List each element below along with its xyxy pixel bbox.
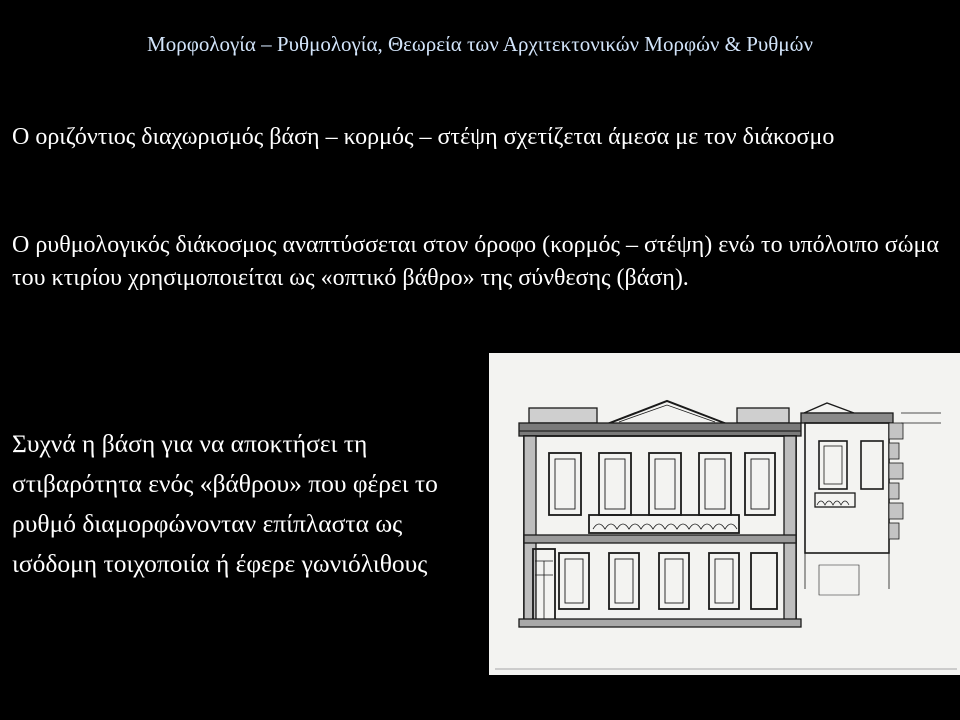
paragraph-base: Συχνά η βάση για να αποκτήσει τη στιβαρότητα ενός «βάθρου» που φέρει το ρυθμό διαμορφώνονταν επίπλαστα ως ισόδομη τοιχοποιία ή έφερε γωνιόλιθους [12, 429, 438, 578]
side-pediment [804, 403, 854, 413]
roof-attic-right [737, 408, 789, 423]
ground-windows [559, 553, 777, 609]
slide-title: Μορφολογία – Ρυθμολογία, Θεωρεία των Αρχιτεκτονικών Μορφών & Ρυθμών [147, 32, 813, 56]
side-quoins [889, 423, 903, 539]
base-plinth [519, 619, 801, 627]
paragraph-division: Ο οριζόντιος διαχωρισμός βάση – κορμός – στέψη σχετίζεται άμεσα με τον διάκοσμο [12, 124, 835, 150]
roof-attic-left [529, 408, 597, 423]
main-pediment [607, 401, 727, 424]
upper-windows [549, 453, 775, 515]
facade-drawing-svg [489, 353, 960, 675]
side-cornice [801, 413, 893, 423]
paragraph-ornament: Ο ρυθμολογικός διάκοσμος αναπτύσσεται στον όροφο (κορμός – στέψη) ενώ το υπόλοιπο σώμα του κτιρίου χρησιμοποιείται ως «οπτικό βάθρο» της σύνθεσης (βάση). [12, 232, 939, 291]
main-cornice [519, 423, 801, 436]
string-course [524, 535, 796, 543]
facade-drawing-image [489, 353, 960, 675]
